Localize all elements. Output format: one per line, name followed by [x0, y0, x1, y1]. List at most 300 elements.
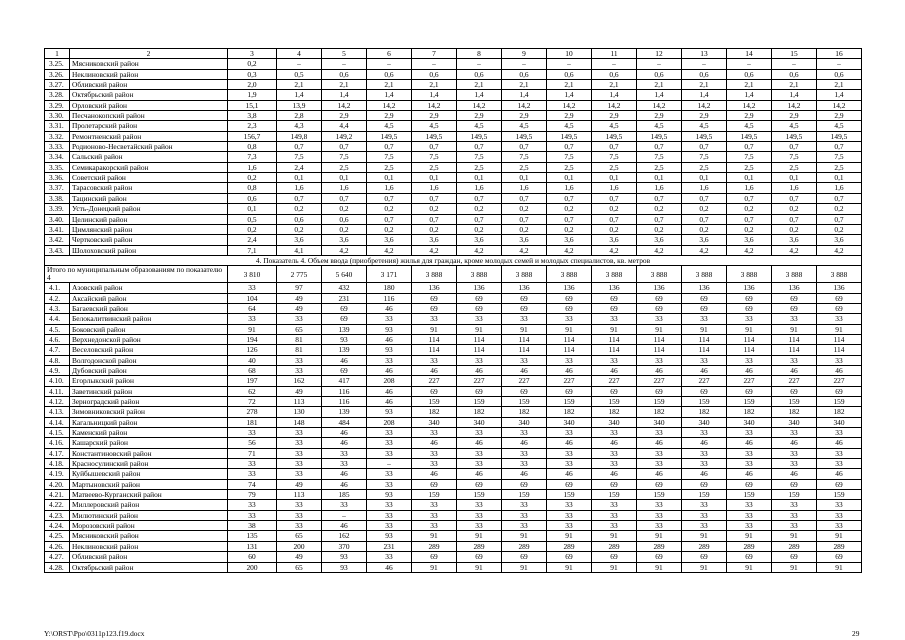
value-cell: 194: [228, 334, 277, 344]
value-cell: 33: [228, 314, 277, 324]
value-cell: 114: [457, 334, 502, 344]
table-row: [45, 162, 862, 172]
value-cell: 14,2: [322, 100, 367, 110]
district-name: Зерноградский район: [70, 397, 228, 407]
district-name: Мартыновский район: [70, 479, 228, 489]
value-cell: 33: [592, 459, 637, 469]
value-cell: 14,2: [817, 100, 862, 110]
value-cell: 162: [277, 376, 322, 386]
district-name: Пролетарский район: [70, 121, 228, 131]
value-cell: 0,7: [412, 193, 457, 203]
value-cell: 46: [637, 469, 682, 479]
value-cell: 33: [817, 355, 862, 365]
row-code: 4.21.: [45, 490, 70, 500]
value-cell: 33: [277, 510, 322, 520]
value-cell: 33: [322, 459, 367, 469]
value-cell: 33: [277, 521, 322, 531]
value-cell: 114: [547, 334, 592, 344]
value-cell: 69: [682, 552, 727, 562]
value-cell: 91: [727, 562, 772, 572]
value-cell: 14,2: [637, 100, 682, 110]
value-cell: –: [682, 59, 727, 69]
value-cell: 0,2: [817, 204, 862, 214]
value-cell: 0,7: [457, 142, 502, 152]
value-cell: 65: [277, 531, 322, 541]
value-cell: 69: [637, 293, 682, 303]
value-cell: 4,2: [367, 245, 412, 255]
value-cell: 227: [412, 376, 457, 386]
value-cell: 33: [228, 283, 277, 293]
row-code: 4.15.: [45, 428, 70, 438]
value-cell: 0,2: [547, 224, 592, 234]
value-cell: 60: [228, 552, 277, 562]
table-row: [45, 100, 862, 110]
value-cell: 114: [592, 345, 637, 355]
value-cell: 3,6: [502, 235, 547, 245]
table-row: [45, 183, 862, 193]
value-cell: 0,6: [772, 69, 817, 79]
row-code: 3.32.: [45, 131, 70, 141]
column-number-header: 12: [637, 49, 682, 59]
value-cell: 14,2: [592, 100, 637, 110]
value-cell: –: [322, 510, 367, 520]
value-cell: 4,2: [772, 245, 817, 255]
value-cell: 69: [682, 386, 727, 396]
value-cell: 114: [727, 334, 772, 344]
value-cell: 13,9: [277, 100, 322, 110]
total-value-cell: 3 888: [817, 266, 862, 283]
value-cell: 1,6: [457, 183, 502, 193]
value-cell: 33: [457, 355, 502, 365]
value-cell: 208: [367, 417, 412, 427]
value-cell: 0,2: [502, 204, 547, 214]
value-cell: 14,2: [502, 100, 547, 110]
value-cell: 91: [727, 324, 772, 334]
value-cell: 69: [592, 386, 637, 396]
row-code: 4.23.: [45, 510, 70, 520]
value-cell: 2,9: [547, 111, 592, 121]
value-cell: 231: [367, 541, 412, 551]
value-cell: 0,1: [228, 204, 277, 214]
district-name: Тацинский район: [70, 193, 228, 203]
value-cell: 2,1: [637, 80, 682, 90]
value-cell: 69: [772, 303, 817, 313]
value-cell: 93: [322, 562, 367, 572]
value-cell: 136: [682, 283, 727, 293]
value-cell: 0,6: [727, 69, 772, 79]
value-cell: 0,6: [547, 69, 592, 79]
value-cell: 0,6: [637, 69, 682, 79]
value-cell: 182: [727, 407, 772, 417]
column-number-header: 2: [70, 49, 228, 59]
value-cell: 0,2: [727, 224, 772, 234]
value-cell: 289: [772, 541, 817, 551]
page-number: 29: [852, 629, 860, 638]
column-number-header: 7: [412, 49, 457, 59]
value-cell: 0,2: [502, 224, 547, 234]
value-cell: 33: [412, 459, 457, 469]
value-cell: 91: [817, 531, 862, 541]
value-cell: 149,5: [412, 131, 457, 141]
value-cell: 0,5: [277, 69, 322, 79]
value-cell: 46: [547, 365, 592, 375]
value-cell: 46: [367, 386, 412, 396]
value-cell: 72: [228, 397, 277, 407]
value-cell: 2,1: [547, 80, 592, 90]
value-cell: 2,5: [412, 162, 457, 172]
column-number-header: 14: [727, 49, 772, 59]
value-cell: 46: [322, 428, 367, 438]
value-cell: 136: [502, 283, 547, 293]
value-cell: 159: [772, 397, 817, 407]
value-cell: 93: [367, 407, 412, 417]
value-cell: 114: [502, 345, 547, 355]
value-cell: 4,2: [592, 245, 637, 255]
value-cell: 4,2: [637, 245, 682, 255]
value-cell: 2,5: [772, 162, 817, 172]
value-cell: 4,2: [457, 245, 502, 255]
table-row: [45, 245, 862, 255]
column-number-header: 5: [322, 49, 367, 59]
value-cell: 14,2: [727, 100, 772, 110]
value-cell: 1,4: [817, 90, 862, 100]
value-cell: 69: [727, 293, 772, 303]
value-cell: 91: [637, 562, 682, 572]
row-code: 3.36.: [45, 173, 70, 183]
row-code: 4.1.: [45, 283, 70, 293]
value-cell: 0,7: [682, 214, 727, 224]
value-cell: 97: [277, 283, 322, 293]
district-name: Тарасовский район: [70, 183, 228, 193]
row-code: 3.30.: [45, 111, 70, 121]
value-cell: 69: [412, 386, 457, 396]
value-cell: 33: [502, 459, 547, 469]
value-cell: 64: [228, 303, 277, 313]
value-cell: 91: [727, 531, 772, 541]
value-cell: 69: [457, 386, 502, 396]
value-cell: 182: [502, 407, 547, 417]
value-cell: 289: [502, 541, 547, 551]
value-cell: 33: [772, 314, 817, 324]
value-cell: 1,4: [727, 90, 772, 100]
district-name: Дубовский район: [70, 365, 228, 375]
value-cell: 69: [547, 552, 592, 562]
value-cell: 114: [682, 345, 727, 355]
value-cell: 4,5: [637, 121, 682, 131]
value-cell: 91: [502, 324, 547, 334]
total-value-cell: 3 888: [637, 266, 682, 283]
column-number-header: 8: [457, 49, 502, 59]
table-row: [45, 459, 862, 469]
column-number-header: 13: [682, 49, 727, 59]
value-cell: 46: [817, 365, 862, 375]
total-value-cell: 3 888: [502, 266, 547, 283]
value-cell: 4,2: [412, 245, 457, 255]
value-cell: 91: [412, 324, 457, 334]
value-cell: –: [637, 59, 682, 69]
value-cell: 0,1: [727, 173, 772, 183]
value-cell: 33: [682, 510, 727, 520]
value-cell: 200: [228, 562, 277, 572]
value-cell: 33: [592, 428, 637, 438]
value-cell: 2,9: [457, 111, 502, 121]
value-cell: 136: [772, 283, 817, 293]
value-cell: 4,3: [277, 121, 322, 131]
value-cell: 46: [367, 303, 412, 313]
value-cell: 0,2: [592, 224, 637, 234]
value-cell: 33: [228, 428, 277, 438]
value-cell: 14,2: [772, 100, 817, 110]
value-cell: 33: [727, 500, 772, 510]
value-cell: 69: [817, 293, 862, 303]
value-cell: 0,6: [502, 69, 547, 79]
value-cell: 69: [592, 479, 637, 489]
value-cell: 231: [322, 293, 367, 303]
value-cell: 46: [727, 365, 772, 375]
value-cell: 69: [322, 365, 367, 375]
table-row: [45, 365, 862, 375]
value-cell: 0,2: [412, 204, 457, 214]
value-cell: 46: [772, 365, 817, 375]
value-cell: 49: [277, 386, 322, 396]
value-cell: 49: [277, 293, 322, 303]
value-cell: 104: [228, 293, 277, 303]
value-cell: 91: [592, 562, 637, 572]
table-row: [45, 111, 862, 121]
value-cell: 65: [277, 562, 322, 572]
value-cell: 49: [277, 479, 322, 489]
value-cell: 0,6: [322, 214, 367, 224]
value-cell: 46: [817, 469, 862, 479]
value-cell: 136: [457, 283, 502, 293]
value-cell: 33: [277, 438, 322, 448]
value-cell: 14,2: [367, 100, 412, 110]
row-code: 3.26.: [45, 69, 70, 79]
value-cell: 91: [547, 562, 592, 572]
value-cell: 33: [727, 314, 772, 324]
value-cell: 1,4: [772, 90, 817, 100]
value-cell: 1,4: [637, 90, 682, 100]
value-cell: 33: [412, 314, 457, 324]
value-cell: 227: [817, 376, 862, 386]
value-cell: 33: [277, 500, 322, 510]
value-cell: 69: [817, 552, 862, 562]
value-cell: 33: [502, 500, 547, 510]
value-cell: 33: [228, 459, 277, 469]
table-row: [45, 324, 862, 334]
value-cell: 33: [412, 500, 457, 510]
value-cell: 3,6: [322, 235, 367, 245]
value-cell: –: [817, 59, 862, 69]
value-cell: 340: [457, 417, 502, 427]
table-row: [45, 121, 862, 131]
value-cell: 91: [228, 324, 277, 334]
value-cell: 159: [817, 397, 862, 407]
table-row: [45, 314, 862, 324]
value-cell: 69: [772, 386, 817, 396]
value-cell: 69: [682, 293, 727, 303]
district-name: Родионово-Несветайский район: [70, 142, 228, 152]
value-cell: 340: [502, 417, 547, 427]
district-name: Белокалитвинский район: [70, 314, 228, 324]
table-row: [45, 428, 862, 438]
value-cell: 69: [682, 479, 727, 489]
value-cell: 38: [228, 521, 277, 531]
row-code: 4.24.: [45, 521, 70, 531]
value-cell: 278: [228, 407, 277, 417]
table-row: [45, 80, 862, 90]
value-cell: 1,6: [277, 183, 322, 193]
value-cell: 227: [682, 376, 727, 386]
header-row: [45, 49, 862, 59]
value-cell: 93: [367, 490, 412, 500]
value-cell: 0,7: [502, 142, 547, 152]
value-cell: 4,5: [817, 121, 862, 131]
footer-file-path: Y:\ORST\Ppo\0311p123.f19.docx: [44, 629, 145, 638]
value-cell: 69: [502, 303, 547, 313]
value-cell: –: [727, 59, 772, 69]
value-cell: 46: [547, 469, 592, 479]
total-value-cell: 3 888: [682, 266, 727, 283]
value-cell: 33: [228, 510, 277, 520]
value-cell: 7,5: [592, 152, 637, 162]
value-cell: 116: [322, 386, 367, 396]
row-code: 3.29.: [45, 100, 70, 110]
value-cell: 0,6: [817, 69, 862, 79]
value-cell: 4,2: [502, 245, 547, 255]
value-cell: 0,1: [412, 173, 457, 183]
value-cell: 33: [772, 459, 817, 469]
row-code: 3.43.: [45, 245, 70, 255]
value-cell: 0,1: [277, 173, 322, 183]
value-cell: 46: [457, 365, 502, 375]
value-cell: 139: [322, 345, 367, 355]
value-cell: 33: [277, 469, 322, 479]
total-value-cell: 3 888: [547, 266, 592, 283]
column-number-header: 10: [547, 49, 592, 59]
value-cell: 1,6: [228, 162, 277, 172]
value-cell: 1,6: [682, 183, 727, 193]
value-cell: 2,1: [367, 80, 412, 90]
value-cell: 135: [228, 531, 277, 541]
value-cell: 46: [412, 469, 457, 479]
value-cell: 68: [228, 365, 277, 375]
value-cell: 136: [592, 283, 637, 293]
data-table: [44, 48, 862, 573]
value-cell: 114: [502, 334, 547, 344]
row-code: 4.17.: [45, 448, 70, 458]
district-name: Волгодонской район: [70, 355, 228, 365]
value-cell: 33: [772, 510, 817, 520]
value-cell: –: [367, 59, 412, 69]
total-value-cell: 3 888: [457, 266, 502, 283]
value-cell: 14,2: [412, 100, 457, 110]
value-cell: 289: [457, 541, 502, 551]
district-name: Усть-Донецкий район: [70, 204, 228, 214]
value-cell: 33: [367, 552, 412, 562]
value-cell: 0,2: [322, 204, 367, 214]
value-cell: 3,6: [727, 235, 772, 245]
value-cell: 33: [817, 448, 862, 458]
value-cell: 33: [547, 459, 592, 469]
district-name: Целинский район: [70, 214, 228, 224]
value-cell: 33: [637, 314, 682, 324]
value-cell: 0,7: [457, 214, 502, 224]
value-cell: 182: [457, 407, 502, 417]
value-cell: 114: [772, 345, 817, 355]
value-cell: 69: [322, 314, 367, 324]
value-cell: 2,1: [817, 80, 862, 90]
value-cell: 33: [502, 510, 547, 520]
value-cell: 33: [682, 459, 727, 469]
row-code: 4.12.: [45, 397, 70, 407]
value-cell: 93: [367, 531, 412, 541]
value-cell: 340: [412, 417, 457, 427]
value-cell: 289: [817, 541, 862, 551]
value-cell: 114: [727, 345, 772, 355]
district-name: Кашарский район: [70, 438, 228, 448]
value-cell: 159: [727, 490, 772, 500]
value-cell: 33: [457, 510, 502, 520]
value-cell: 136: [637, 283, 682, 293]
district-name: Советский район: [70, 173, 228, 183]
district-name: Обливский район: [70, 552, 228, 562]
table-row: [45, 562, 862, 572]
district-name: Орловский район: [70, 100, 228, 110]
value-cell: 139: [322, 407, 367, 417]
row-code: 4.3.: [45, 303, 70, 313]
value-cell: 91: [457, 324, 502, 334]
value-cell: 2,5: [727, 162, 772, 172]
value-cell: 14,2: [457, 100, 502, 110]
value-cell: 33: [817, 459, 862, 469]
value-cell: 0,7: [502, 214, 547, 224]
value-cell: 69: [412, 552, 457, 562]
value-cell: 0,6: [682, 69, 727, 79]
value-cell: 33: [457, 314, 502, 324]
value-cell: 33: [682, 428, 727, 438]
value-cell: 289: [592, 541, 637, 551]
value-cell: 3,6: [592, 235, 637, 245]
value-cell: 69: [412, 293, 457, 303]
district-name: Верхнедонской район: [70, 334, 228, 344]
district-name: Ремонтненский район: [70, 131, 228, 141]
value-cell: 0,7: [817, 142, 862, 152]
value-cell: 46: [367, 365, 412, 375]
value-cell: 159: [592, 490, 637, 500]
value-cell: 0,7: [322, 142, 367, 152]
value-cell: 46: [637, 438, 682, 448]
row-code: 3.27.: [45, 80, 70, 90]
value-cell: 3,6: [547, 235, 592, 245]
value-cell: 0,1: [547, 173, 592, 183]
value-cell: 33: [502, 314, 547, 324]
value-cell: 159: [592, 397, 637, 407]
value-cell: 4,5: [772, 121, 817, 131]
row-code: 4.25.: [45, 531, 70, 541]
row-code: 4.13.: [45, 407, 70, 417]
value-cell: 131: [228, 541, 277, 551]
value-cell: 0,2: [228, 224, 277, 234]
table-row: [45, 193, 862, 203]
value-cell: 0,1: [457, 173, 502, 183]
value-cell: 159: [817, 490, 862, 500]
value-cell: 0,3: [228, 69, 277, 79]
value-cell: 116: [322, 397, 367, 407]
column-number-header: 3: [228, 49, 277, 59]
value-cell: 69: [817, 303, 862, 313]
value-cell: 49: [277, 552, 322, 562]
